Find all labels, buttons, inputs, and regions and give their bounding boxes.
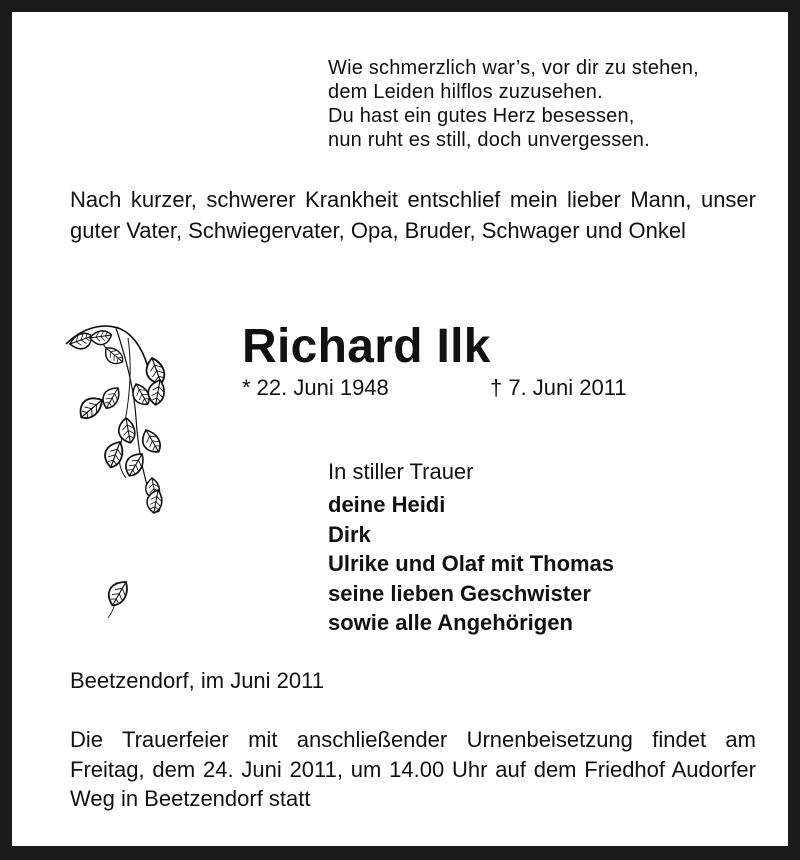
poem-line-1: Wie schmerzlich war’s, vor dir zu stehen, (328, 57, 699, 79)
mourning-lead: In stiller Trauer (328, 459, 474, 484)
deceased-name: Richard Ilk (242, 320, 491, 373)
birth-date: * 22. Juni 1948 (242, 375, 389, 400)
intro-text: Nach kurzer, schwerer Krankheit entschlief mein lieber Mann, unser guter Vater, Schwiegervater, Opa, Bruder, Schwager und Onkel (70, 187, 756, 243)
mourner-item: sowie alle Angehörigen (328, 610, 573, 635)
mourner-item: Dirk (328, 521, 371, 547)
death-date: † 7. Juni 2011 (490, 375, 627, 400)
ceremony-text: Die Trauerfeier mit anschließender Urnenbeisetzung findet am Freitag, dem 24. Juni 2011, um 14.00 Uhr auf dem Friedhof Audorfer Weg in Beetzendorf statt (70, 727, 756, 811)
poem (328, 56, 768, 152)
poem-line-4: nun ruht es still, doch unvergessen. (328, 129, 650, 151)
mourner-item: seine lieben Geschwister (328, 580, 591, 606)
mourner-item: Ulrike und Olaf mit Thomas (328, 551, 615, 576)
birch-branch-icon (56, 318, 196, 638)
place-date: Beetzendorf, im Juni 2011 (70, 668, 324, 693)
poem-line-3: Du hast ein gutes Herz besessen, (328, 105, 635, 127)
mourners-list (328, 490, 614, 638)
mourner-item: deine Heidi (328, 492, 446, 517)
poem-line-2: dem Leiden hilflos zuzusehen. (328, 81, 603, 103)
